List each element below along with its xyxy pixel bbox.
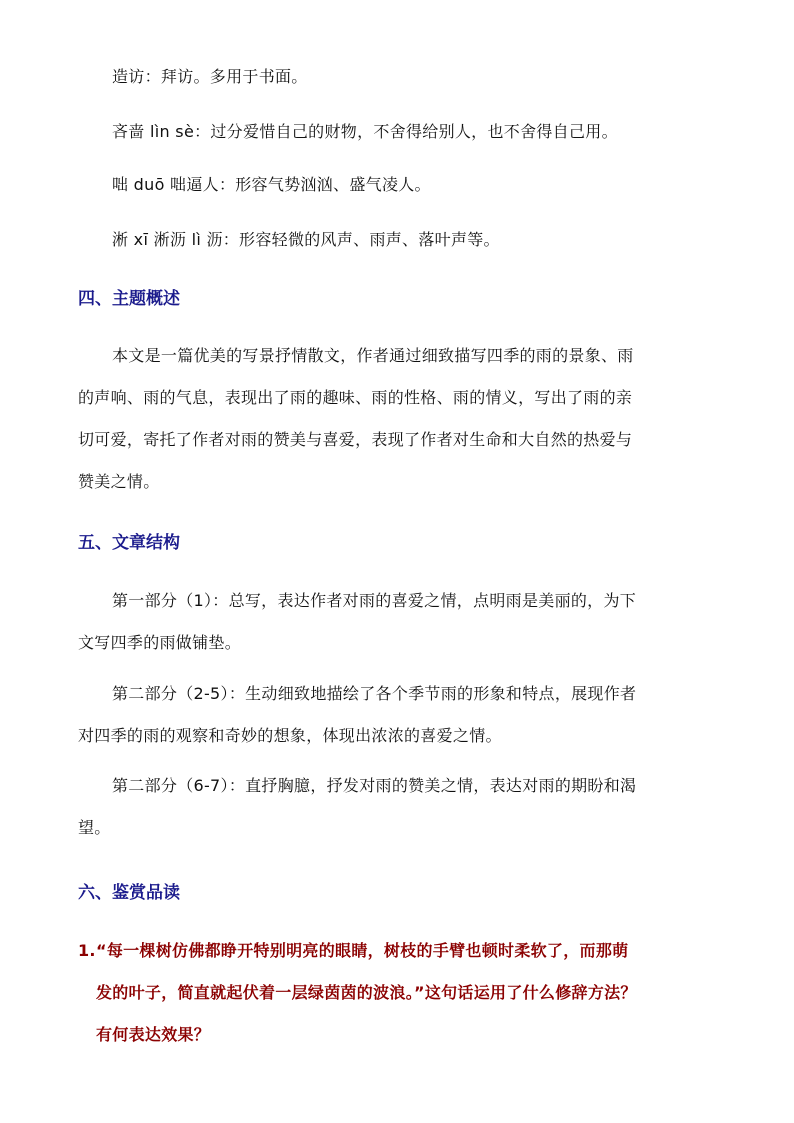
section-heading: 四、主题概述 bbox=[78, 289, 180, 309]
structure-part bbox=[78, 580, 636, 664]
section4-paragraph bbox=[78, 335, 634, 503]
vocab-entry bbox=[112, 164, 431, 206]
structure-part bbox=[78, 673, 636, 757]
question-text: “每一棵树仿佛都睁开特别明亮的眼睛，树枝的手臂也顿时柔软了，而那萌 bbox=[96, 941, 629, 960]
question-number: 1. bbox=[78, 941, 96, 960]
paragraph-line: 本文是一篇优美的写景抒情散文，作者通过细致描写四季的雨的景象、雨 bbox=[112, 346, 634, 365]
paragraph-line: 第一部分（1）：总写，表达作者对雨的喜爱之情，点明雨是美丽的，为下 bbox=[112, 591, 637, 610]
vocab-line: 吝啬 lìn sè：过分爱惜自己的财物，不舍得给别人，也不舍得自己用。 bbox=[112, 122, 618, 141]
vocab-entry bbox=[112, 111, 618, 153]
paragraph-line: 赞美之情。 bbox=[78, 472, 160, 491]
paragraph-line: 切可爱，寄托了作者对雨的赞美与喜爱，表现了作者对生命和大自然的热爱与 bbox=[78, 430, 633, 449]
vocab-entry bbox=[112, 219, 500, 261]
structure-part bbox=[78, 765, 636, 849]
paragraph-line: 第二部分（2-5）：生动细致地描绘了各个季节雨的形象和特点，展现作者 bbox=[112, 684, 637, 703]
paragraph-line: 对四季的雨的观察和奇妙的想象，体现出浓浓的喜爱之情。 bbox=[78, 726, 502, 745]
question-line: 有何表达效果？ bbox=[96, 1025, 211, 1044]
vocab-line: 造访：拜访。多用于书面。 bbox=[112, 67, 308, 86]
vocab-line: 淅 xī 淅沥 lì 沥：形容轻微的风声、雨声、落叶声等。 bbox=[112, 230, 500, 249]
paragraph-line: 第二部分（6-7）：直抒胸臆，抒发对雨的赞美之情，表达对雨的期盼和渴 bbox=[112, 776, 637, 795]
section-heading: 六、鉴赏品读 bbox=[78, 883, 180, 903]
vocab-entry bbox=[112, 56, 308, 98]
paragraph-line: 的声响、雨的气息，表现出了雨的趣味、雨的性格、雨的情义，写出了雨的亲 bbox=[78, 388, 633, 407]
question-line bbox=[78, 930, 637, 972]
paragraph-line: 文写四季的雨做铺垫。 bbox=[78, 633, 242, 652]
paragraph-line: 望。 bbox=[78, 818, 111, 837]
vocab-line: 咄 duō 咄逼人：形容气势汹汹、盛气凌人。 bbox=[112, 175, 431, 194]
question-item bbox=[78, 930, 637, 1056]
section-heading: 五、文章结构 bbox=[78, 533, 180, 553]
question-line: 发的叶子，简直就起伏着一层绿茵茵的波浪。”这句话运用了什么修辞方法？ bbox=[96, 983, 637, 1002]
